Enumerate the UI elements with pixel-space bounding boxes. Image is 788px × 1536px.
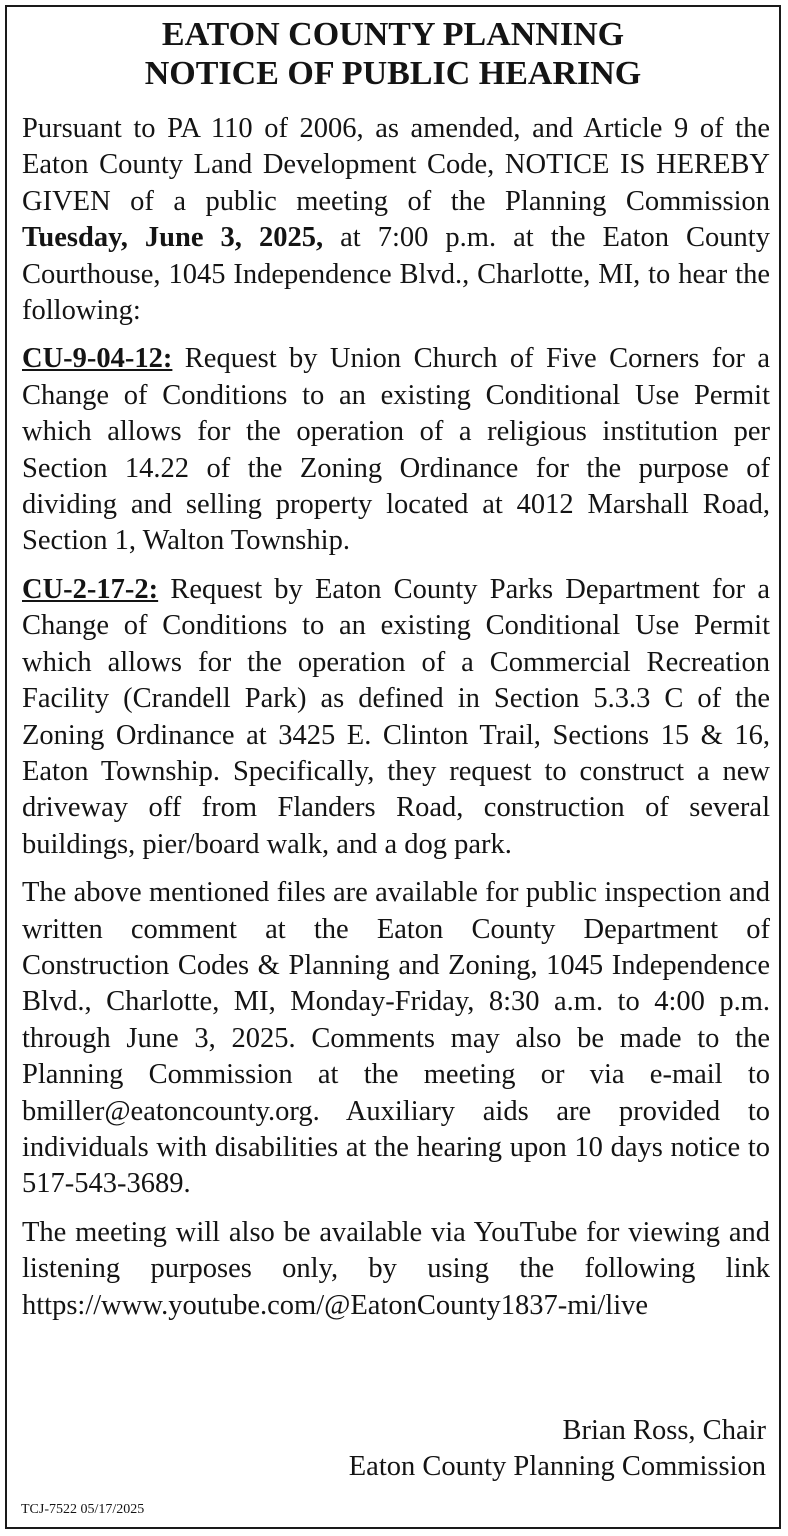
notice-body [22,111,770,1336]
youtube-paragraph: The meeting will also be available via YouTube for viewing and listening purposes only, by using the following link https://www.youtube.com/@EatonCounty1837-mi/live [22,1216,770,1321]
intro-paragraph [22,111,770,329]
availability-paragraph: The above mentioned files are available for public inspection and written comment at the Eaton County Department of Construction Codes & Planning and Zoning, 1045 Independence Blvd., Charlotte, MI, Monday-Friday, 8:30 a.m. to 4:00 p.m. through June 3, 2025. Comments may also be made to the Planning Commission at the meeting or via e-mail to bmiller@eatoncounty.org. Auxiliary aids are provided to individuals with disabilities at the hearing upon 10 days notice to 517-543-3689. [22,877,770,1200]
signature-block [349,1413,766,1486]
public-notice [5,5,781,1529]
intro-text-after: at 7:00 p.m. at the Eaton County Courthouse, 1045 Independence Blvd., Charlotte, MI, to hear the following: [22,222,770,327]
title-line-2: NOTICE OF PUBLIC HEARING [144,55,642,92]
intro-text-before: Pursuant to PA 110 of 2006, as amended, and Article 9 of the Eaton County Land Development Code, NOTICE IS HEREBY GIVEN of a public meeting of the Planning Commission [22,113,770,217]
case-text: Request by Union Church of Five Corners for a Change of Conditions to an existing Conditional Use Permit which allows for the operation of a religious institution per Section 14.22 of the Zoning Ordinance for the purpose of dividing and selling property located at 4012 Marshall Road, Section 1, Walton Township. [22,343,770,557]
publication-reference: TCJ-7522 05/17/2025 [21,1502,145,1517]
title-line-1: EATON COUNTY PLANNING [161,16,625,53]
case-id: CU-9-04-12: [22,343,173,375]
hearing-date: Tuesday, June 3, 2025, [22,222,324,254]
case-paragraph [22,341,770,559]
case-text: Request by Eaton County Parks Department for a Change of Conditions to an existing Conditional Use Permit which allows for the operation of a Commercial Recreation Facility (Crandell Park) as defined in Section 5.3.3 C of the Zoning Ordinance at 3425 E. Clinton Trail, Sections 15 & 16, Eaton Township. Specifically, they request to construct a new driveway off from Flanders Road, construction of several buildings, pier/board walk, and a dog park. [22,573,770,860]
notice-title [7,15,779,93]
signature-organization: Eaton County Planning Commission [348,1451,766,1483]
case-paragraph [22,572,770,863]
case-id: CU-2-17-2: [22,573,159,605]
signature-name: Brian Ross, Chair [562,1415,766,1446]
